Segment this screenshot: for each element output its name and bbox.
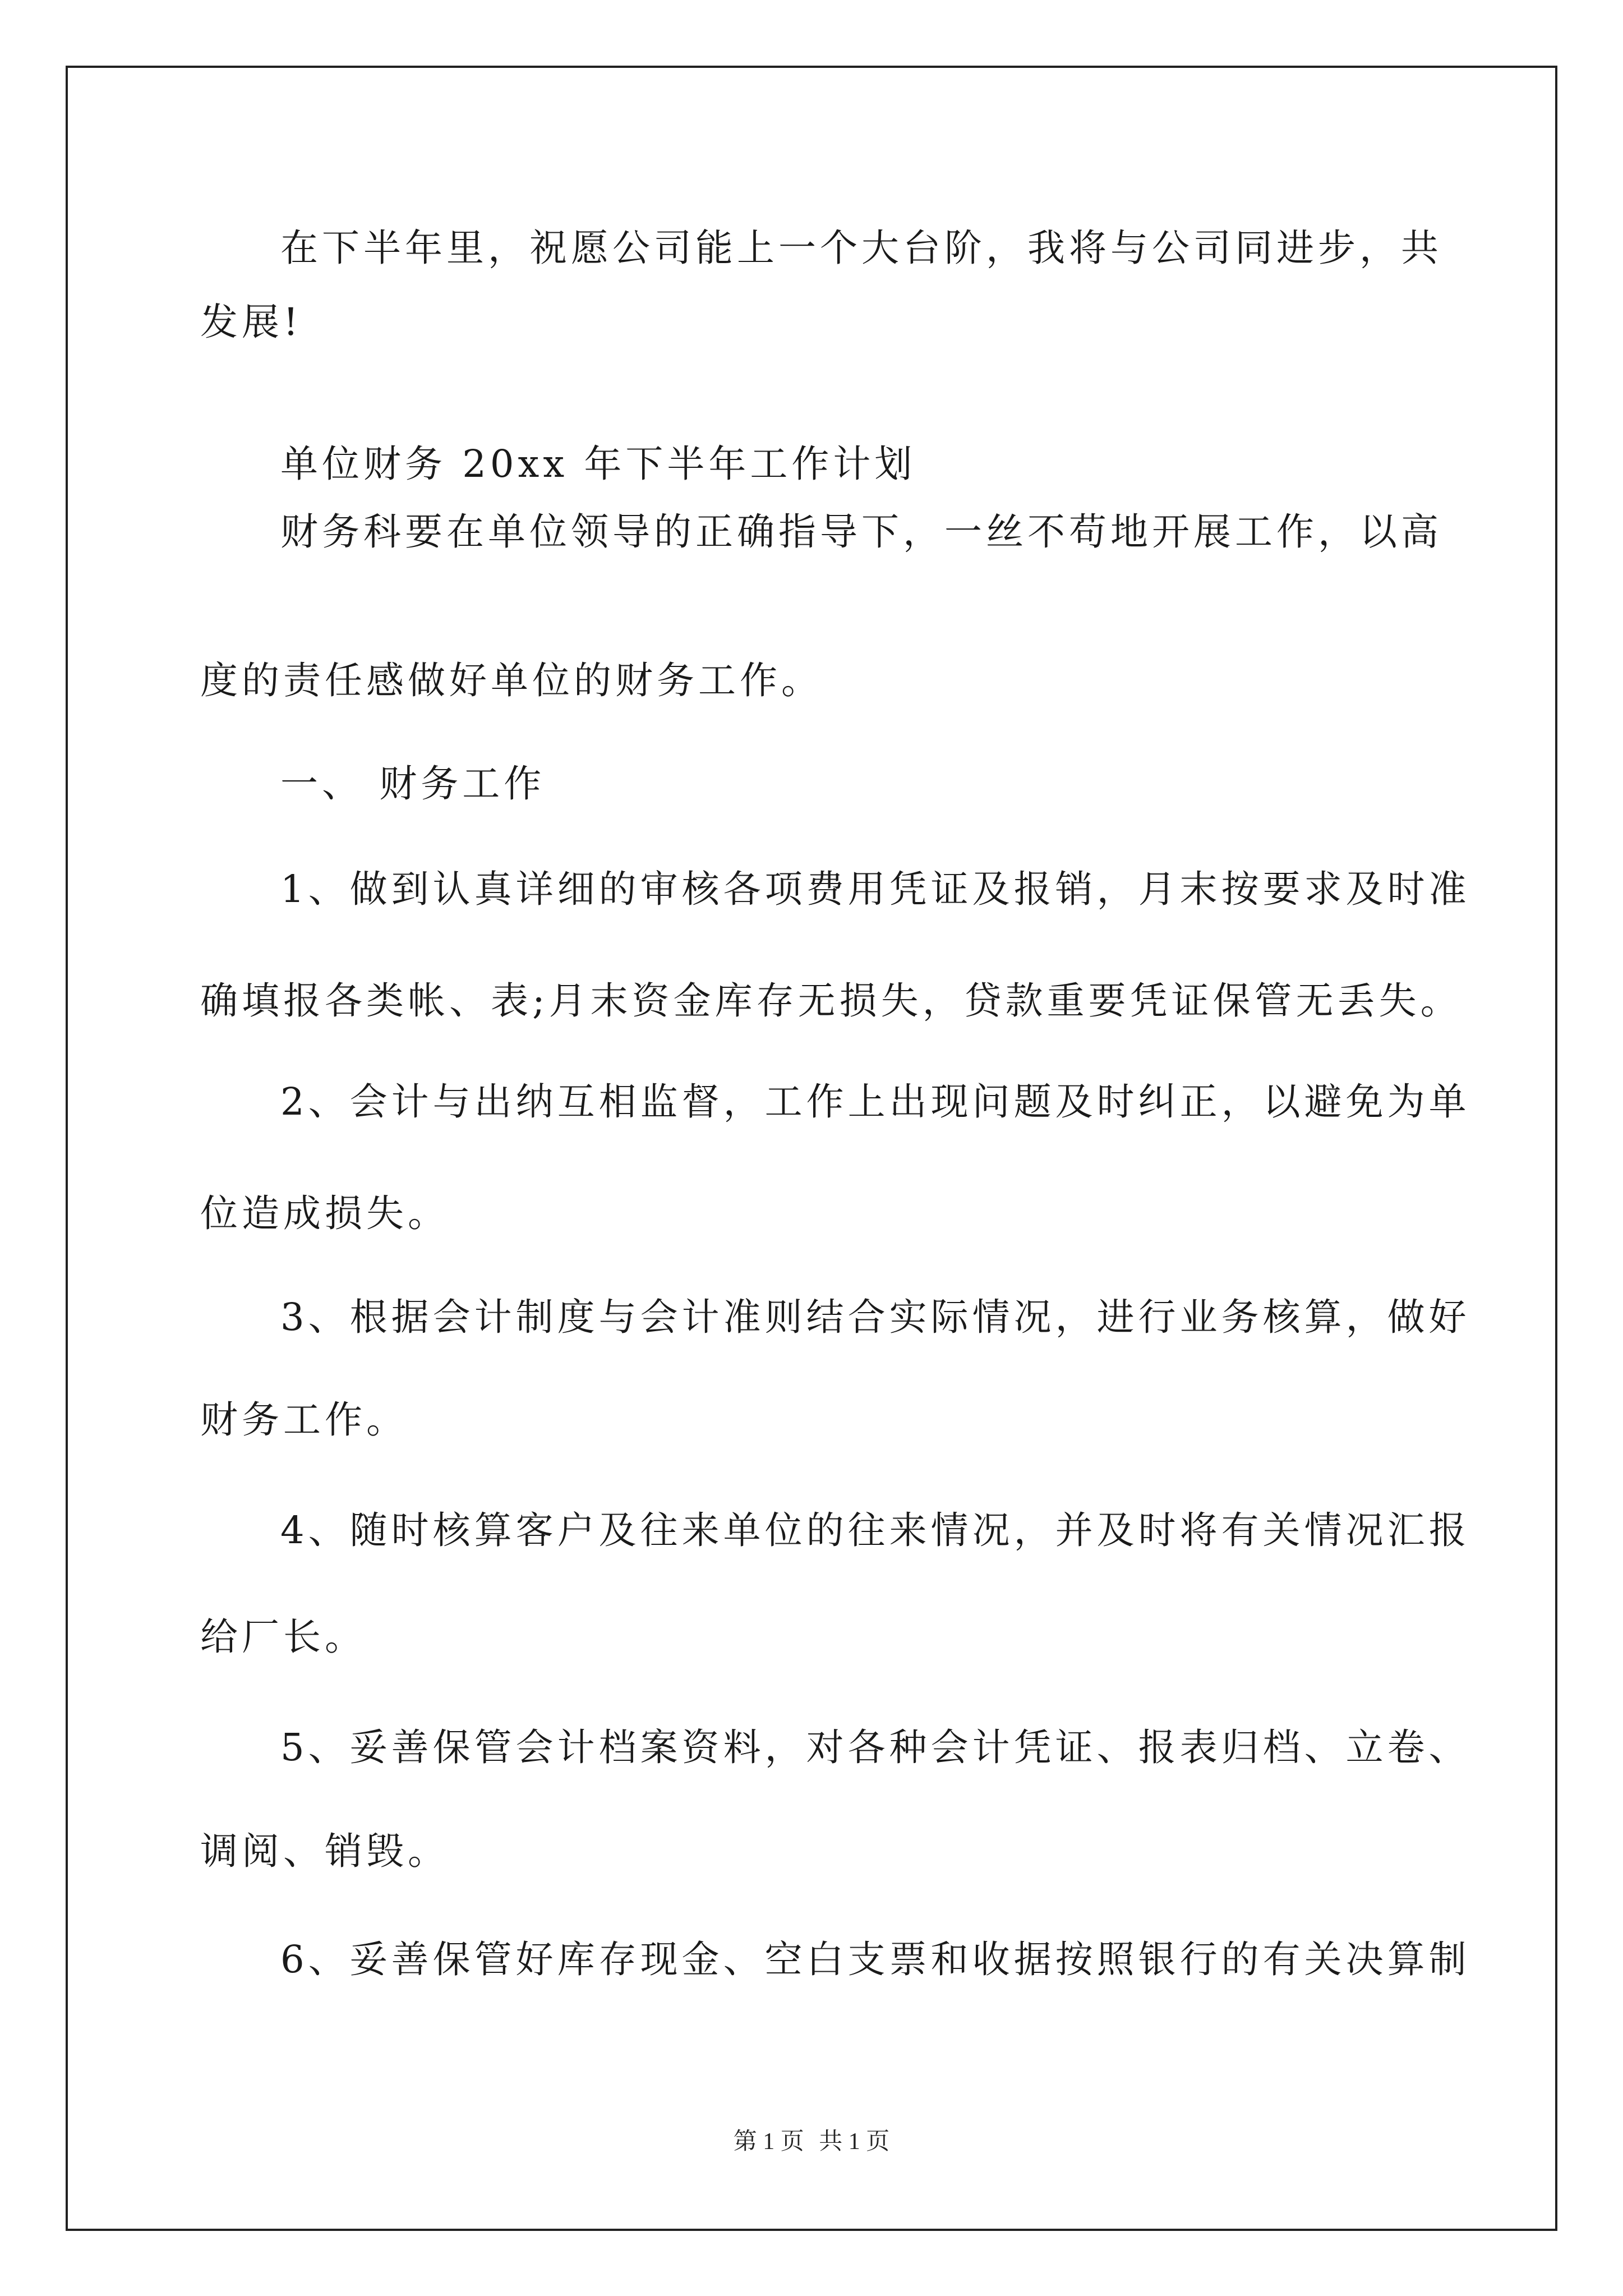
page-number: 第 1 页 [733,2129,804,2155]
list-item-line: 位造成损失。 [200,1191,449,1235]
section-heading: 一、 财务工作 [280,762,546,806]
list-item-line: 财务工作。 [200,1398,408,1442]
list-item-line: 1、做到认真详细的审核各项费用凭证及报销，月末按要求及时准 [280,867,1470,911]
paragraph-line: 度的责任感做好单位的财务工作。 [200,659,823,702]
paragraph-line: 财务科要在单位领导的正确指导下，一丝不苟地开展工作，以高 [280,510,1442,554]
list-item-line: 2、会计与出纳互相监督，工作上出现问题及时纠正，以避免为单 [280,1080,1470,1124]
paragraph-line: 在下半年里，祝愿公司能上一个大台阶，我将与公司同进步，共 [280,226,1442,270]
list-item-line: 调阅、销毁。 [200,1829,449,1873]
list-item-line: 6、妥善保管好库存现金、空白支票和收据按照银行的有关决算制 [280,1938,1470,1981]
list-item-line: 3、根据会计制度与会计准则结合实际情况，进行业务核算，做好 [280,1295,1470,1339]
section-title: 单位财务 20xx 年下半年工作计划 [280,442,916,486]
list-item-line: 4、随时核算客户及往来单位的往来情况，并及时将有关情况汇报 [280,1508,1470,1552]
page-total: 共 1 页 [819,2129,890,2155]
paragraph-line: 发展! [200,300,302,344]
list-item-line: 5、妥善保管会计档案资料，对各种会计凭证、报表归档、立卷、 [280,1726,1470,1769]
page-footer [0,2130,1623,2154]
list-item-line: 给厂长。 [200,1615,366,1659]
page-border [66,66,1557,2231]
list-item-line: 确填报各类帐、表;月末资金库存无损失，贷款重要凭证保管无丢失。 [200,979,1462,1023]
